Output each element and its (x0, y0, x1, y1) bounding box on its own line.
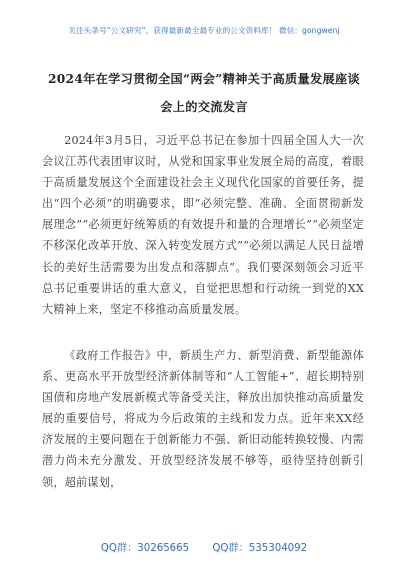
footer-contact (0, 539, 408, 554)
document-title-line-1: 2024年在学习贯彻全国“两会”精神关于高质量发展座谈 (48, 72, 360, 86)
footer-qq-group-1: QQ群：30265665 (100, 543, 190, 554)
body-paragraph-2: 《政府工作报告》中，新质生产力、新型消费、新型能源体系、更高水平开放型经济新体制等和“人工智能+”、超长期特别国债和房地产发展新模式等备受关注，释放出加快推动高质量发展的重要信号，将成为今后政策的主线和发力点。近年来XX经济发展的主要问题在于创新能力不强、新旧动能转换较慢、内需潜力尚未充分激发、开放型经济发展不够等，亟待坚持创新引领，超前谋划， (42, 349, 364, 489)
body-paragraph-1: 2024年3月5日，习近平总书记在参加十四届全国人大一次会议江苏代表团审议时，从党和国家事业发展全局的高度，着眼于高质量发展这个全面建设社会主义现代化国家的首要任务，提出“四个必须”的明确要求，即“必须完整、准确、全面贯彻新发展理念”“必须更好统筹质的有效提升和量的合理增长”“必须坚定不移深化改革开放、深入转变发展方式”“必须以满足人民日益增长的美好生活需要为出发点和落脚点”。我们要深刻领会习近平总书记重要讲话的重大意义，自觉把思想和行动统一到党的XX大精神上来，坚定不移推动高质量发展。 (42, 134, 364, 316)
footer-qq-group-2: QQ群：535304092 (212, 543, 308, 554)
document-title-line-2: 会上的交流发言 (160, 100, 248, 114)
header-promo-note: 关注头条号“公文研究”，获得最新最全最专业的公文资料库！ 微信：gongwenj (68, 26, 340, 35)
